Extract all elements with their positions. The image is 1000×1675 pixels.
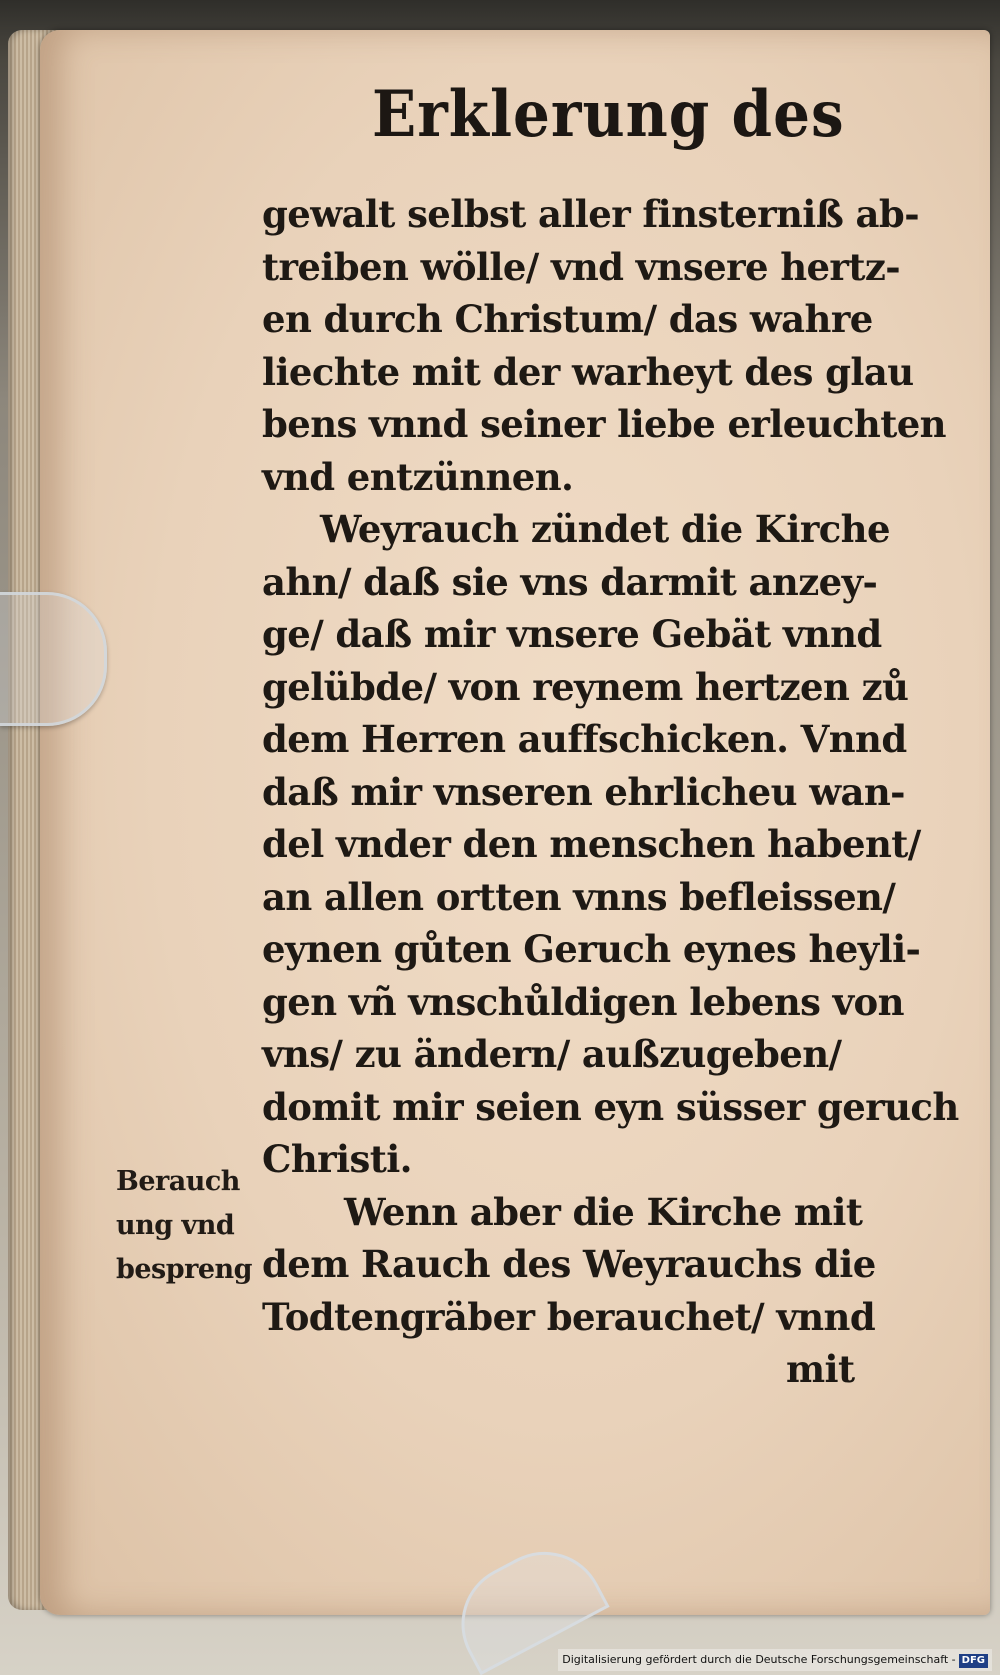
margin-note-line: ung vnd xyxy=(116,1210,235,1241)
dfg-logo: DFG xyxy=(959,1654,988,1668)
text-line: en durch Christum/ das wahre xyxy=(262,297,873,341)
text-line: Christi. xyxy=(262,1137,412,1181)
text-line: liechte mit der warheyt des glau xyxy=(262,349,914,394)
text-line: ge/ daß mir vnsere Gebät vnnd xyxy=(262,612,882,656)
text-line: dem Rauch des Weyrauchs die xyxy=(262,1242,876,1286)
digitization-credit xyxy=(558,1649,992,1671)
text-line: dem Herren auffschicken. Vnnd xyxy=(262,717,907,761)
catchword: mit xyxy=(786,1347,855,1391)
margin-note-line: Berauch xyxy=(116,1166,240,1197)
margin-note xyxy=(116,1160,256,1292)
credit-text: Digitalisierung gefördert durch die Deutsche Forschungsgemeinschaft - xyxy=(562,1653,956,1666)
text-line: bens vnnd seiner liebe erleuchten xyxy=(262,402,946,446)
text-line: treiben wölle/ vnd vnsere hertz- xyxy=(262,244,900,289)
text-line: gelübde/ von reynem hertzen zů xyxy=(262,664,909,709)
text-line: an allen ortten vnns befleissen/ xyxy=(262,874,896,919)
body-text xyxy=(262,188,959,1396)
text-line: gewalt selbst aller finsterniß ab- xyxy=(262,192,919,236)
margin-note-line: bespreng xyxy=(116,1254,253,1285)
text-line: daß mir vnseren ehrlicheu wan- xyxy=(262,769,905,814)
text-line: gen vñ vnschůldigen lebens von xyxy=(262,979,904,1024)
text-line: Todtengräber berauchet/ vnnd xyxy=(262,1294,876,1339)
text-line: vns/ zu ändern/ außzugeben/ xyxy=(262,1032,842,1076)
text-line: Wenn aber die Kirche mit xyxy=(344,1189,863,1234)
text-line: del vnder den menschen habent/ xyxy=(262,822,921,866)
page-clip-left xyxy=(0,592,107,726)
text-line: domit mir seien eyn süsser geruch xyxy=(262,1084,959,1129)
text-line: vnd entzünnen. xyxy=(262,454,574,499)
running-head: Erklerung des xyxy=(372,76,845,152)
text-line: ahn/ daß sie vns darmit anzey- xyxy=(262,559,878,604)
text-line: eynen gůten Geruch eynes heyli- xyxy=(262,927,921,971)
text-line: Weyrauch zündet die Kirche xyxy=(320,507,890,551)
